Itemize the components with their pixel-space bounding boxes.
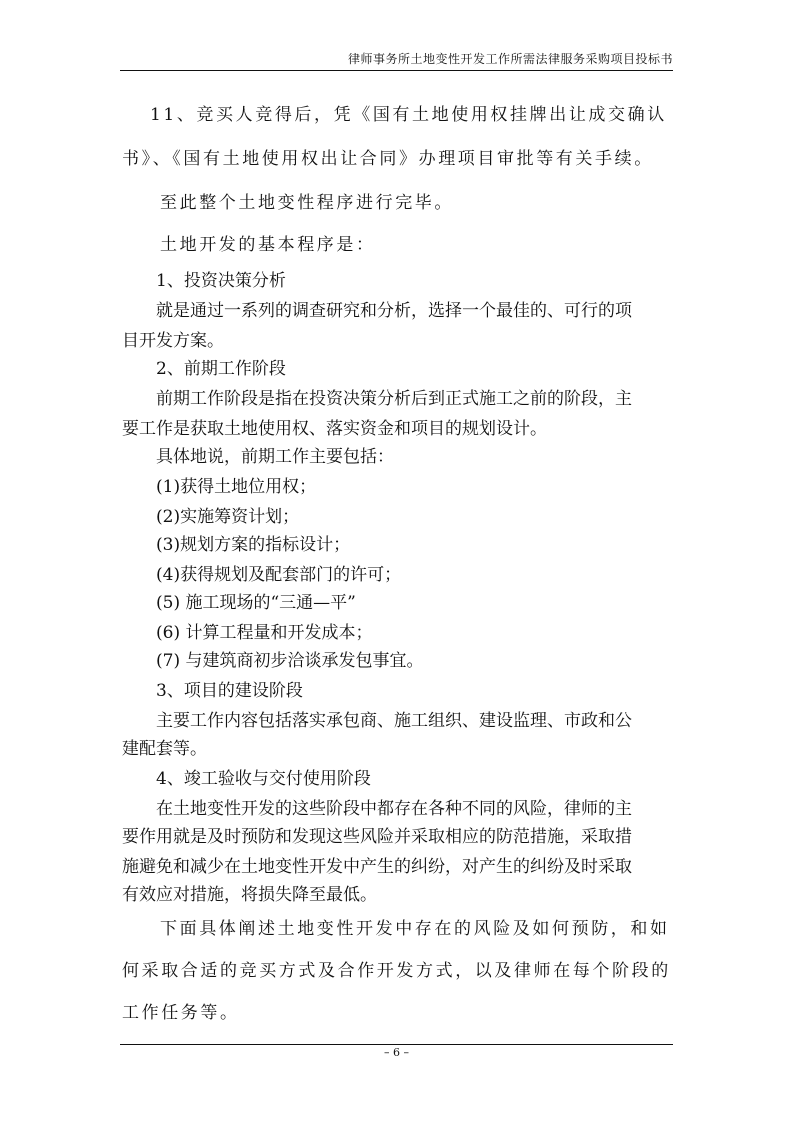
section-3-line-2: 建配套等。 <box>122 739 207 759</box>
list-item-7: (7) 与建筑商初步洽谈承发包事宜。 <box>156 651 424 671</box>
section-4-line-2: 要作用就是及时预防和发现这些风险并采取相应的防范措施，采取措 <box>122 827 632 847</box>
list-item-6: (6) 计算工程量和开发成本； <box>156 623 373 643</box>
page-number: – 6 – <box>384 1046 409 1059</box>
header-rule <box>120 70 673 71</box>
section-2-line-1: 前期工作阶段是指在投资决策分析后到正式施工之前的阶段，主 <box>156 389 632 409</box>
footer-rule <box>120 1044 673 1045</box>
section-4-line-3: 施避免和减少在土地变性开发中产生的纠纷，对产生的纠纷及时采取 <box>122 857 632 877</box>
section-1-title: 1、投资决策分析 <box>156 271 286 291</box>
closing-line-1: 下面具体阐述土地变性开发中存在的风险及如何预防，和如 <box>160 919 670 939</box>
section-4-line-1: 在土地变性开发的这些阶段中都存在各种不同的风险，律师的主 <box>156 799 632 819</box>
section-3-title: 3、项目的建设阶段 <box>156 681 303 701</box>
basic-procedure-intro: 土地开发的基本程序是： <box>160 235 376 255</box>
section-3-line-1: 主要工作内容包括落实承包商、施工组织、建设监理、市政和公 <box>156 711 632 731</box>
section-2-line-3: 具体地说，前期工作主要包括： <box>156 447 394 467</box>
section-4-line-4: 有效应对措施，将损失降至最低。 <box>122 885 377 905</box>
section-1-line-1: 就是通过一系列的调查研究和分析，选择一个最佳的、可行的项 <box>156 301 632 321</box>
list-item-5: (5) 施工现场的“三通—平” <box>156 593 356 613</box>
paragraph-11-line-1: 11、竞买人竞得后，凭《国有土地使用权挂牌出让成交确认 <box>150 105 667 125</box>
list-item-1: (1)获得土地位用权； <box>156 477 317 497</box>
closing-line-2: 何采取合适的竞买方式及合作开发方式，以及律师在每个阶段的 <box>122 961 671 981</box>
section-2-line-2: 要工作是获取土地使用权、落实资金和项目的规划设计。 <box>122 419 547 439</box>
completion-statement: 至此整个土地变性程序进行完毕。 <box>160 193 454 213</box>
running-header: 律师事务所土地变性开发工作所需法律服务采购项目投标书 <box>347 52 673 66</box>
section-2-title: 2、前期工作阶段 <box>156 359 286 379</box>
list-item-4: (4)获得规划及配套部门的许可； <box>156 565 402 585</box>
section-1-line-2: 目开发方案。 <box>122 331 224 351</box>
closing-line-3: 工作任务等。 <box>122 1003 240 1023</box>
list-item-3: (3)规划方案的指标设计； <box>156 535 351 555</box>
list-item-2: (2)实施筹资计划； <box>156 507 300 527</box>
section-4-title: 4、竣工验收与交付使用阶段 <box>156 769 371 789</box>
paragraph-11-line-2: 书》、《国有土地使用权出让合同》办理项目审批等有关手续。 <box>122 149 654 169</box>
